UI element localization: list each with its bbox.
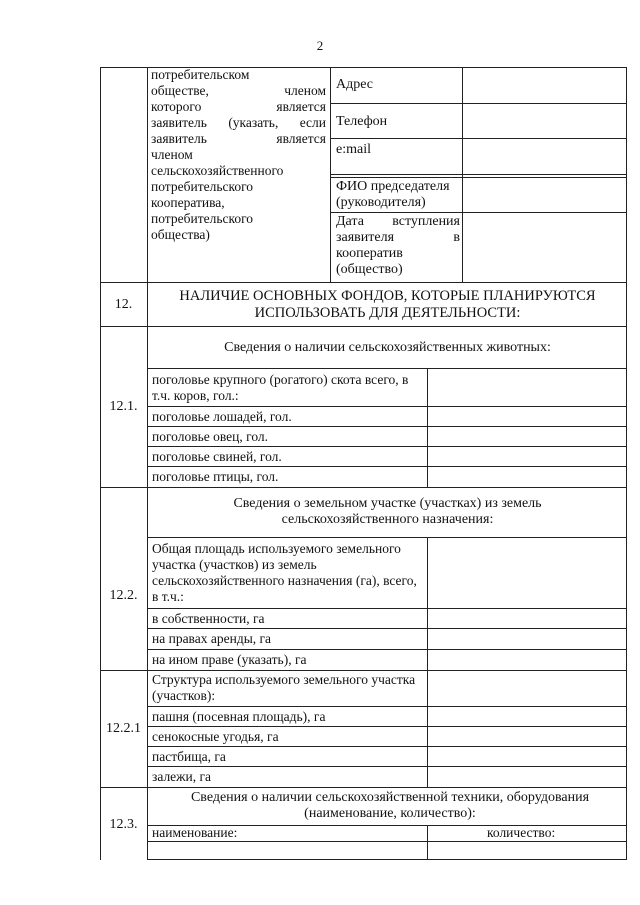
join-date-input[interactable] [463,213,625,281]
chairman-input[interactable] [463,178,625,211]
section-12-title: НАЛИЧИЕ ОСНОВНЫХ ФОНДОВ, КОТОРЫЕ ПЛАНИРУЮТСЯ ИСПОЛЬЗОВАТЬ ДЛЯ ДЕЯТЕЛЬНОСТИ: [179,288,596,321]
pastures-label: пастбища, га [152,749,226,764]
livestock-poultry-label: поголовье птицы, гол. [152,469,279,484]
land-total-label: Общая площадь используемого земельного участка (участков) из земель сельскохозяйственного назначения (га), всего, в т.ч.: [152,541,417,604]
section-12-3-header: Сведения о наличии сельскохозяйственной техники, оборудования (наименование, количество): [190,790,590,821]
join-date-line: Дата вступления [336,214,460,229]
livestock-sheep-label: поголовье овец, гол. [152,429,269,444]
column-divider-number [147,67,148,860]
join-date-line: кооператив [336,246,403,261]
livestock-horses-label: поголовье лошадей, гол. [152,409,292,424]
section-12-3-number: 12.3. [109,817,138,832]
land-other-right-label: на ином праве (указать), га [152,652,307,667]
section-12-2-header: Сведения о земельном участке (участках) из земель сельскохозяйственного назначения: [233,496,542,527]
section-12-1-number: 12.1. [109,399,138,414]
description-line: сельскохозяйственного [151,163,284,178]
section-12-1-header: Сведения о наличии сельскохозяйственных животных: [224,340,551,355]
livestock-cattle-label: поголовье крупного (рогатого) скота всего, в т.ч. коров, гол.: [152,372,409,403]
table-border-right [626,67,627,860]
arable-land-label: пашня (посевная площадь), га [152,709,326,724]
email-input[interactable] [463,139,625,173]
email-label: e:mail [336,142,371,157]
description-line: потребительском [151,67,250,82]
address-input[interactable] [463,68,625,102]
description-line: заявитель является [151,131,326,146]
chairman-label: ФИО председателя (руководителя) [336,179,450,210]
phone-input[interactable] [463,104,625,137]
description-line: которого является [151,99,326,114]
join-date-label [336,214,460,278]
land-owned-label: в собственности, га [152,611,265,626]
hayfields-label: сенокосные угодья, га [152,729,279,744]
description-line: обществе, членом [151,83,326,98]
phone-label: Телефон [336,114,388,129]
description-line: потребительского [151,179,254,194]
equipment-name-column: наименование: [152,825,238,840]
table-border-left [100,67,101,860]
section-12-number: 12. [114,297,133,312]
equipment-quantity-column: количество: [487,825,556,840]
description-line: потребительского [151,211,254,226]
description-line: кооператива, [151,195,225,210]
description-line: заявитель (указать, если [151,115,326,130]
description-line: общества) [151,227,210,242]
land-leased-label: на правах аренды, га [152,631,272,646]
description-line: членом [151,147,193,162]
join-date-line: (общество) [336,262,403,277]
section-12-2-1-number: 12.2.1 [106,721,141,736]
address-label: Адрес [336,77,374,92]
fallow-label: залежи, га [152,769,212,784]
page-number: 2 [316,38,324,53]
join-date-line: заявителя в [336,230,460,245]
section-12-2-number: 12.2. [109,588,138,603]
land-structure-label: Структура используемого земельного участка (участков): [152,672,416,703]
livestock-pigs-label: поголовье свиней, гол. [152,449,282,464]
membership-description [151,67,326,243]
